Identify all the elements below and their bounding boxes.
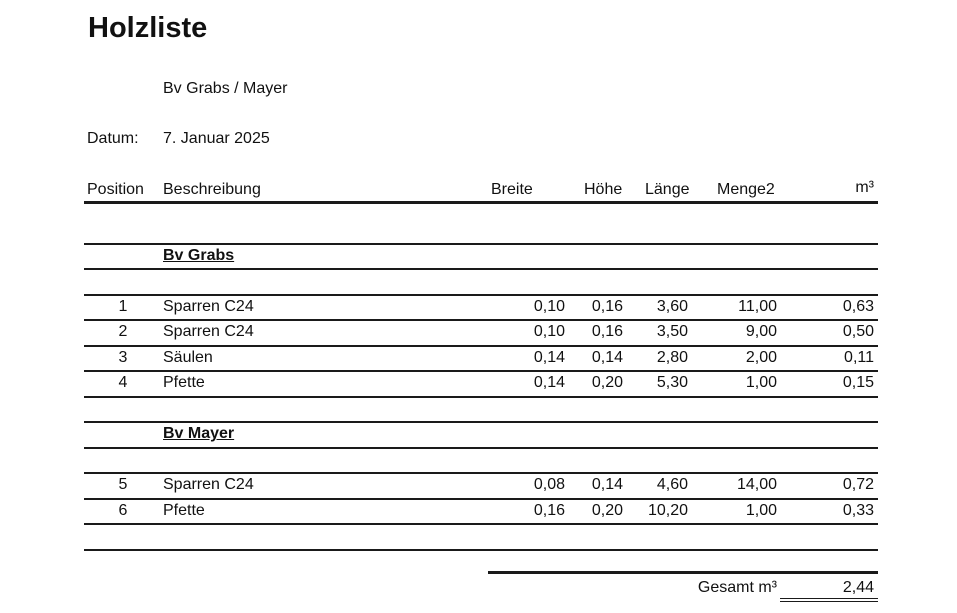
table-cell-quantity: 1,00 — [745, 501, 777, 519]
column-header-position: Position — [87, 181, 144, 198]
table-cell-width: 0,14 — [533, 374, 565, 391]
column-header-height: Höhe — [584, 181, 623, 198]
table-cell-length: 4,60 — [656, 476, 688, 493]
row-divider — [84, 421, 878, 423]
table-cell-height: 0,16 — [591, 323, 623, 340]
row-divider — [84, 447, 878, 449]
row-divider — [84, 396, 878, 398]
table-cell-height: 0,16 — [591, 297, 623, 315]
row-divider — [84, 498, 878, 500]
row-divider — [84, 370, 878, 372]
table-cell-height: 0,14 — [591, 348, 623, 366]
row-divider — [84, 345, 878, 347]
row-divider — [84, 319, 878, 321]
section-title: Bv Grabs — [163, 246, 235, 264]
table-cell-description: Pfette — [163, 374, 205, 391]
table-cell-position: 4 — [118, 374, 128, 391]
table-cell-width: 0,14 — [533, 348, 565, 366]
table-cell-length: 5,30 — [656, 374, 688, 391]
column-header-quantity: Menge2 — [717, 181, 775, 198]
table-cell-height: 0,20 — [591, 374, 623, 391]
table-cell-width: 0,16 — [533, 501, 565, 519]
column-header-description: Beschreibung — [163, 181, 261, 198]
table-cell-position: 1 — [118, 297, 128, 315]
date-label: Datum: — [87, 130, 139, 147]
row-divider — [84, 523, 878, 525]
table-cell-height: 0,14 — [591, 476, 623, 493]
table-cell-length: 3,60 — [656, 297, 688, 315]
table-cell-volume: 0,63 — [842, 297, 874, 315]
table-cell-description: Pfette — [163, 501, 205, 519]
table-cell-width: 0,10 — [533, 297, 565, 315]
table-cell-quantity: 9,00 — [745, 323, 777, 340]
column-header-volume: m³ — [855, 179, 874, 196]
table-cell-height: 0,20 — [591, 501, 623, 519]
table-cell-quantity: 14,00 — [736, 476, 777, 493]
table-cell-length: 10,20 — [647, 501, 688, 519]
table-cell-quantity: 1,00 — [745, 374, 777, 391]
table-cell-position: 5 — [118, 476, 128, 493]
table-cell-volume: 0,33 — [842, 501, 874, 519]
row-divider — [84, 268, 878, 270]
table-cell-length: 2,80 — [656, 348, 688, 366]
table-cell-quantity: 2,00 — [745, 348, 777, 366]
table-cell-quantity: 11,00 — [738, 297, 777, 315]
column-header-width: Breite — [491, 181, 533, 198]
total-rule — [488, 571, 878, 574]
row-divider — [84, 294, 878, 296]
row-divider — [84, 549, 878, 551]
table-cell-width: 0,10 — [533, 323, 565, 340]
table-cell-volume: 0,50 — [842, 323, 874, 340]
table-cell-volume: 0,72 — [842, 476, 874, 493]
table-cell-position: 2 — [118, 323, 128, 340]
table-cell-width: 0,08 — [533, 476, 565, 493]
date-value: 7. Januar 2025 — [163, 130, 270, 147]
document-title: Holzliste — [88, 12, 208, 44]
project-name: Bv Grabs / Mayer — [163, 80, 288, 97]
total-label: Gesamt m³ — [697, 579, 777, 596]
total-value: 2,44 — [842, 579, 874, 596]
table-cell-position: 3 — [118, 348, 128, 366]
table-cell-position: 6 — [118, 501, 128, 519]
table-cell-description: Sparren C24 — [163, 297, 254, 315]
table-cell-description: Sparren C24 — [163, 476, 254, 493]
table-cell-description: Säulen — [163, 348, 213, 366]
table-cell-volume: 0,15 — [842, 374, 874, 391]
table-cell-volume: 0,11 — [844, 348, 874, 366]
table-cell-description: Sparren C24 — [163, 323, 254, 340]
row-divider — [84, 243, 878, 245]
header-rule — [84, 201, 878, 204]
total-double-underline-top — [780, 598, 878, 599]
section-title: Bv Mayer — [163, 425, 235, 442]
row-divider — [84, 472, 878, 474]
column-header-length: Länge — [645, 181, 690, 198]
table-cell-length: 3,50 — [656, 323, 688, 340]
total-double-underline-bottom — [780, 601, 878, 602]
